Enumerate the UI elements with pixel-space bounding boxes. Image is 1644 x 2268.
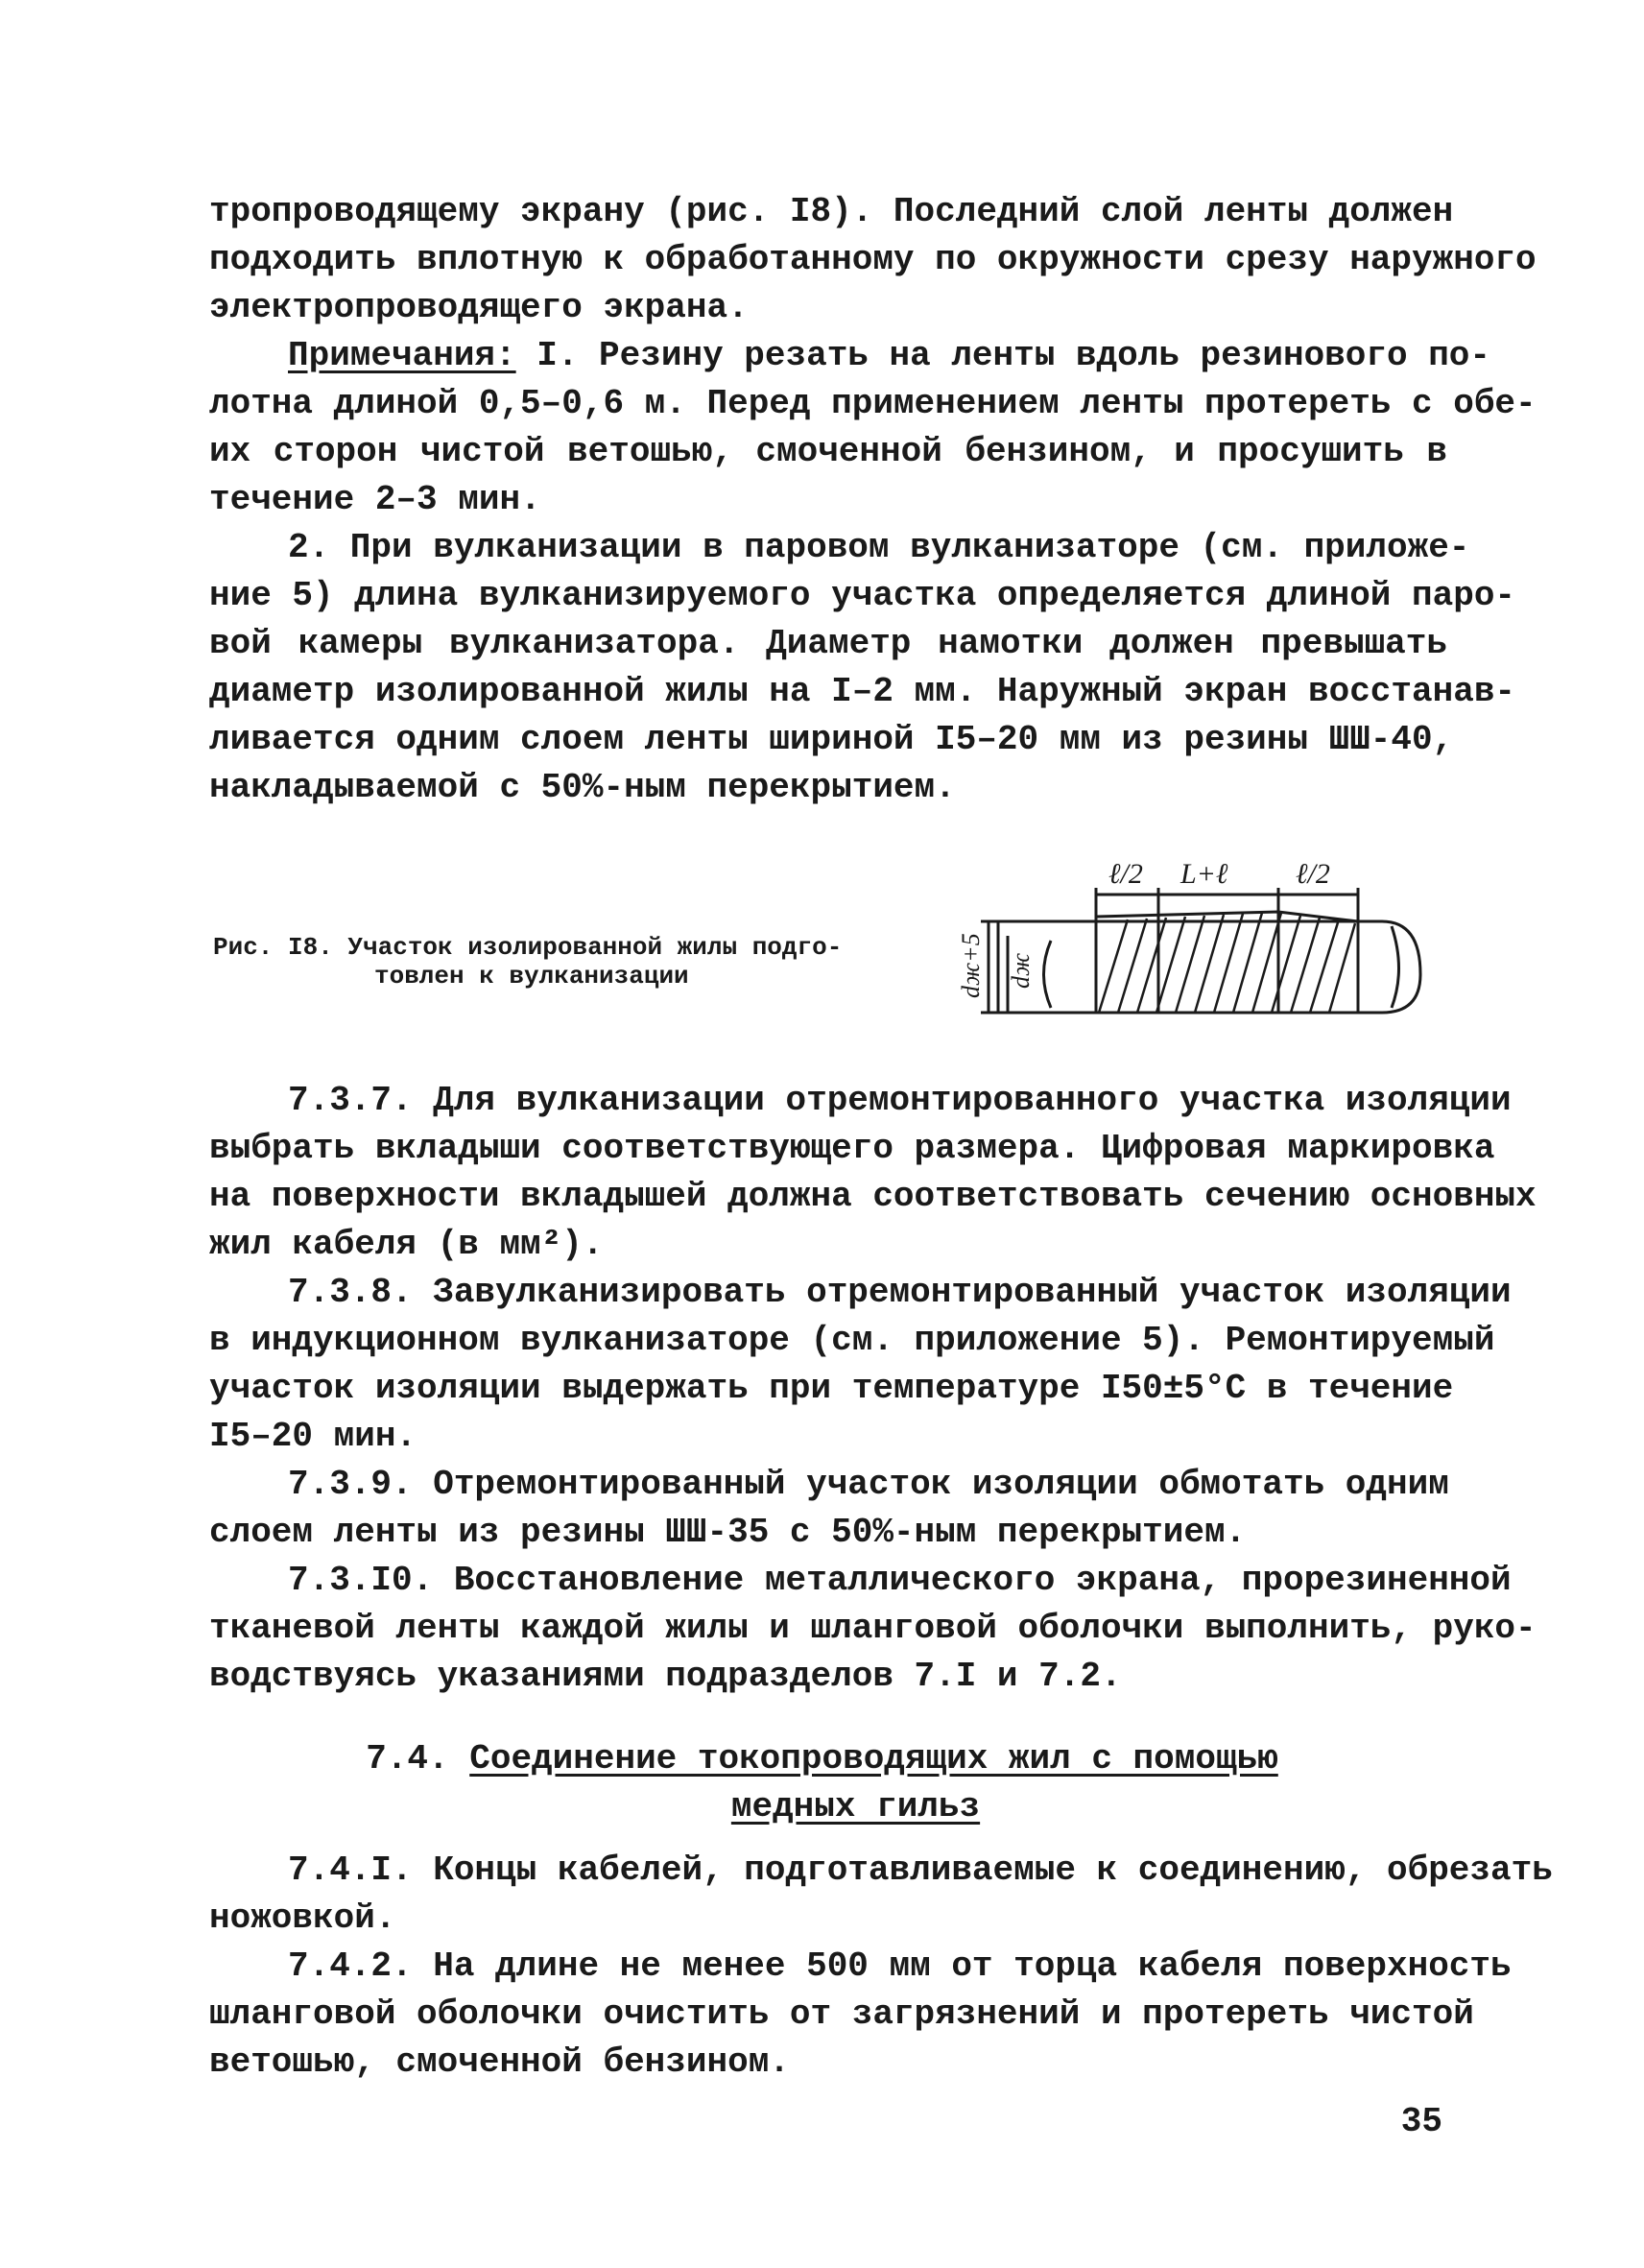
text-line: 7.4.2. На длине не менее 500 мм от торца кабеля поверхность [288,1946,1512,1986]
hatching [1099,913,1355,1013]
section-number: 7.4. [366,1739,449,1779]
text-line: ветошью, смоченной бензином. [209,2042,790,2082]
dim-label-dj5: dж+5 [957,933,985,998]
text-block-middle [209,1077,1537,1701]
text-line: в индукционном вулканизаторе (см. приложение 5). Ремонтируемый [209,1321,1495,1360]
text-line: диаметр изолированной жилы на I–2 мм. Наружный экран восстанав- [209,672,1516,711]
page-number: 35 [1400,2102,1442,2141]
section-heading [0,1735,1644,1831]
text-line: тропроводящему экрану (рис. I8). Последний слой ленты должен [209,192,1454,231]
note-first-line [209,332,1491,380]
core-break-right [1392,926,1399,1008]
text-line: 7.3.8. Завулканизировать отремонтированный участок изоляции [288,1273,1512,1312]
text-line: вой камеры вулканизатора. Диаметр намотки должен превышать [209,624,1447,663]
text-line: течение 2–3 мин. [209,480,541,519]
text-line: их сторон чистой ветошью, смоченной бензином, и просушить в [209,432,1447,471]
text-line: электропроводящего экрана. [209,288,749,327]
text-line: жил кабеля (в мм²). [209,1225,604,1264]
figure-caption [213,933,842,991]
dim-label-left: ℓ/2 [1108,858,1143,890]
section-title-2: медных гильз [730,1787,981,1826]
text-line: ливается одним слоем ленты шириной I5–20 мм из резины ШШ-40, [209,720,1454,759]
text-line: 2. При вулканизации в паровом вулканизаторе (см. приложе- [288,528,1470,567]
caption-line-2: товлен к вулканизации [374,962,689,991]
section-title-line-1 [0,1735,1644,1783]
text-line: 7.4.I. Концы кабелей, подготавливаемые к соединению, обрезать [288,1850,1553,1890]
text-line: лотна длиной 0,5–0,6 м. Перед применением ленты протереть с обе- [209,384,1537,423]
text-block-bottom [209,1847,1553,2087]
text-line: подходить вплотную к обработанному по окружности срезу наружного [209,240,1537,279]
text-line: ние 5) длина вулканизируемого участка определяется длиной паро- [209,576,1516,615]
text-line: 7.3.7. Для вулканизации отремонтированного участка изоляции [288,1081,1512,1120]
section-title-line-2 [0,1783,1644,1831]
note-label: Примечания: [288,336,516,375]
core-break-left [1044,941,1052,1008]
text-line: участок изоляции выдержать при температуре I50±5°С в течение [209,1369,1454,1408]
text-line: тканевой ленты каждой жилы и шланговой оболочки выполнить, руко- [209,1609,1537,1648]
text-line: накладываемой с 50%-ным перекрытием. [209,768,956,807]
text-line: водствуясь указаниями подразделов 7.I и 7.2. [209,1657,1122,1696]
text-line: ножовкой. [209,1898,396,1938]
dim-label-mid: L+ℓ [1180,858,1228,890]
dim-label-dj: dж [1007,952,1035,989]
note-text: I. Резину резать на ленты вдоль резинового по- [515,336,1491,375]
text-line: 7.3.I0. Восстановление металлического экрана, прорезиненной [288,1561,1512,1600]
text-line: 7.3.9. Отремонтированный участок изоляции обмотать одним [288,1465,1449,1504]
text-line: I5–20 мин. [209,1417,417,1456]
caption-line-1: Рис. I8. Участок изолированной жилы подго- [213,933,843,962]
insulated-core-figure [921,816,1459,1027]
text-line: выбрать вкладыши соответствующего размера. Цифровая маркировка [209,1129,1495,1168]
dim-label-right: ℓ/2 [1296,858,1330,890]
text-line: шланговой оболочки очистить от загрязнений и протереть чистой [209,1994,1474,2034]
text-line: на поверхности вкладышей должна соответствовать сечению основных [209,1177,1537,1216]
text-block-top [209,188,1537,812]
section-title-1: Соединение токопроводящих жил с помощью [469,1739,1278,1779]
text-line: слоем ленты из резины ШШ-35 с 50%-ным перекрытием. [209,1513,1247,1552]
